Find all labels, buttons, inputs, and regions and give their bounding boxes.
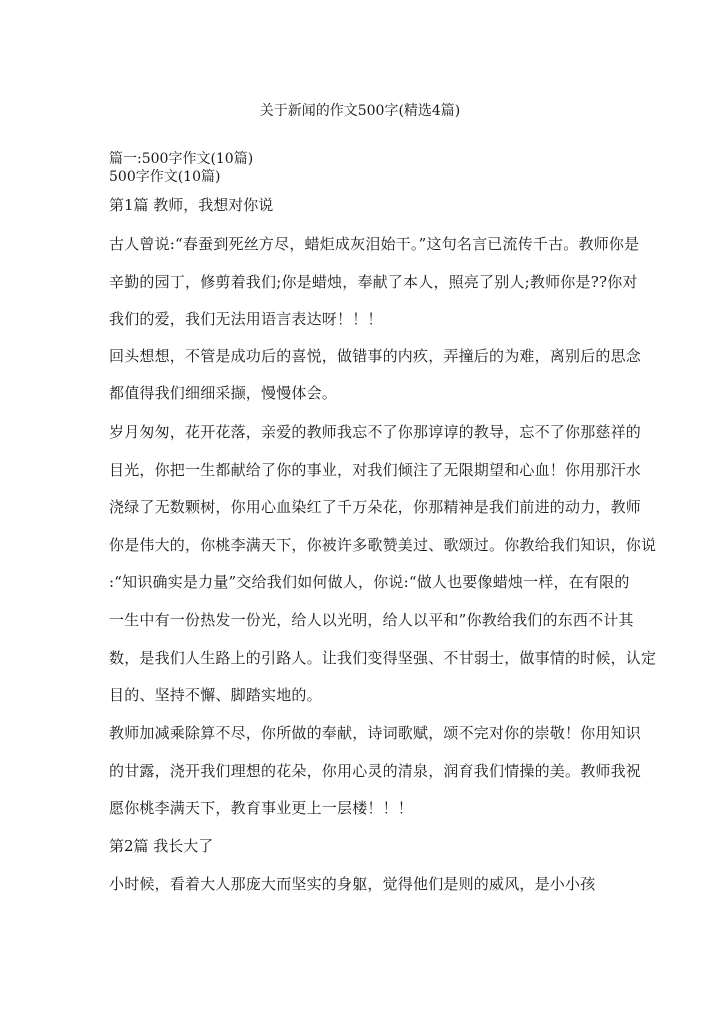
paragraph-line: 教师加减乘除算不尽，你所做的奉献，诗词歌赋，颂不完对你的崇敬！你用知识 — [109, 724, 642, 742]
paragraph-line: 数，是我们人生路上的引路人。让我们变得坚强、不甘弱士，做事情的时候，认定 — [109, 649, 657, 667]
paragraph-line: 辛勤的园丁，修剪着我们;你是蜡烛，奉献了本人，照亮了别人;教师你是??你对 — [109, 273, 638, 291]
section-1-heading: 第1篇 教师，我想对你说 — [109, 196, 274, 214]
paragraph-line: :“知识确实是力量”交给我们如何做人，你说:“做人也要像蜡烛一样，在有限的 — [109, 573, 630, 591]
document-title: 关于新闻的作文500字(精选4篇) — [259, 103, 461, 119]
paragraph-line: 古人曾说:“春蚕到死丝方尽，蜡炬成灰泪始干。”这句名言已流传千古。教师你是 — [109, 235, 640, 253]
paragraph-line: 都值得我们细细采撷，慢慢体会。 — [109, 384, 338, 402]
paragraph-line: 我们的爱，我们无法用语言表达呀！！！ — [109, 310, 383, 328]
paragraph-line: 岁月匆匆，花开花落，亲爱的教师我忘不了你那谆谆的教导，忘不了你那慈祥的 — [109, 423, 642, 441]
paragraph-line: 你是伟大的，你桃李满天下，你被许多歌赞美过、歌颂过。你教给我们知识，你说 — [109, 536, 657, 554]
paragraph-line: 一生中有一份热发一份光，给人以光明，给人以平和”你教给我们的东西不计其 — [109, 611, 634, 629]
paragraph-line: 目的、坚持不懈、脚踏实地的。 — [109, 686, 322, 704]
paragraph-line: 目光，你把一生都献给了你的事业，对我们倾注了无限期望和心血！你用那汗水 — [109, 461, 642, 479]
paragraph-line: 回头想想，不管是成功后的喜悦，做错事的内疚，弄撞后的为难，离别后的思念 — [109, 347, 642, 365]
part-subheading: 500字作文(10篇) — [109, 169, 221, 185]
paragraph-line: 浇绿了无数颗树，你用心血染红了千万朵花，你那精神是我们前进的动力，教师 — [109, 498, 642, 516]
section-2-heading: 第2篇 我长大了 — [109, 837, 214, 855]
paragraph-line: 的甘露，浇开我们理想的花朵，你用心灵的清泉，润育我们情操的美。教师我祝 — [109, 762, 642, 780]
paragraph-line: 愿你桃李满天下，教育事业更上一层楼！！！ — [109, 799, 414, 817]
paragraph-line: 小时候，看着大人那庞大而坚实的身躯，觉得他们是则的威风，是小小孩 — [109, 875, 596, 893]
part-heading: 篇一:500字作文(10篇) — [109, 151, 254, 167]
